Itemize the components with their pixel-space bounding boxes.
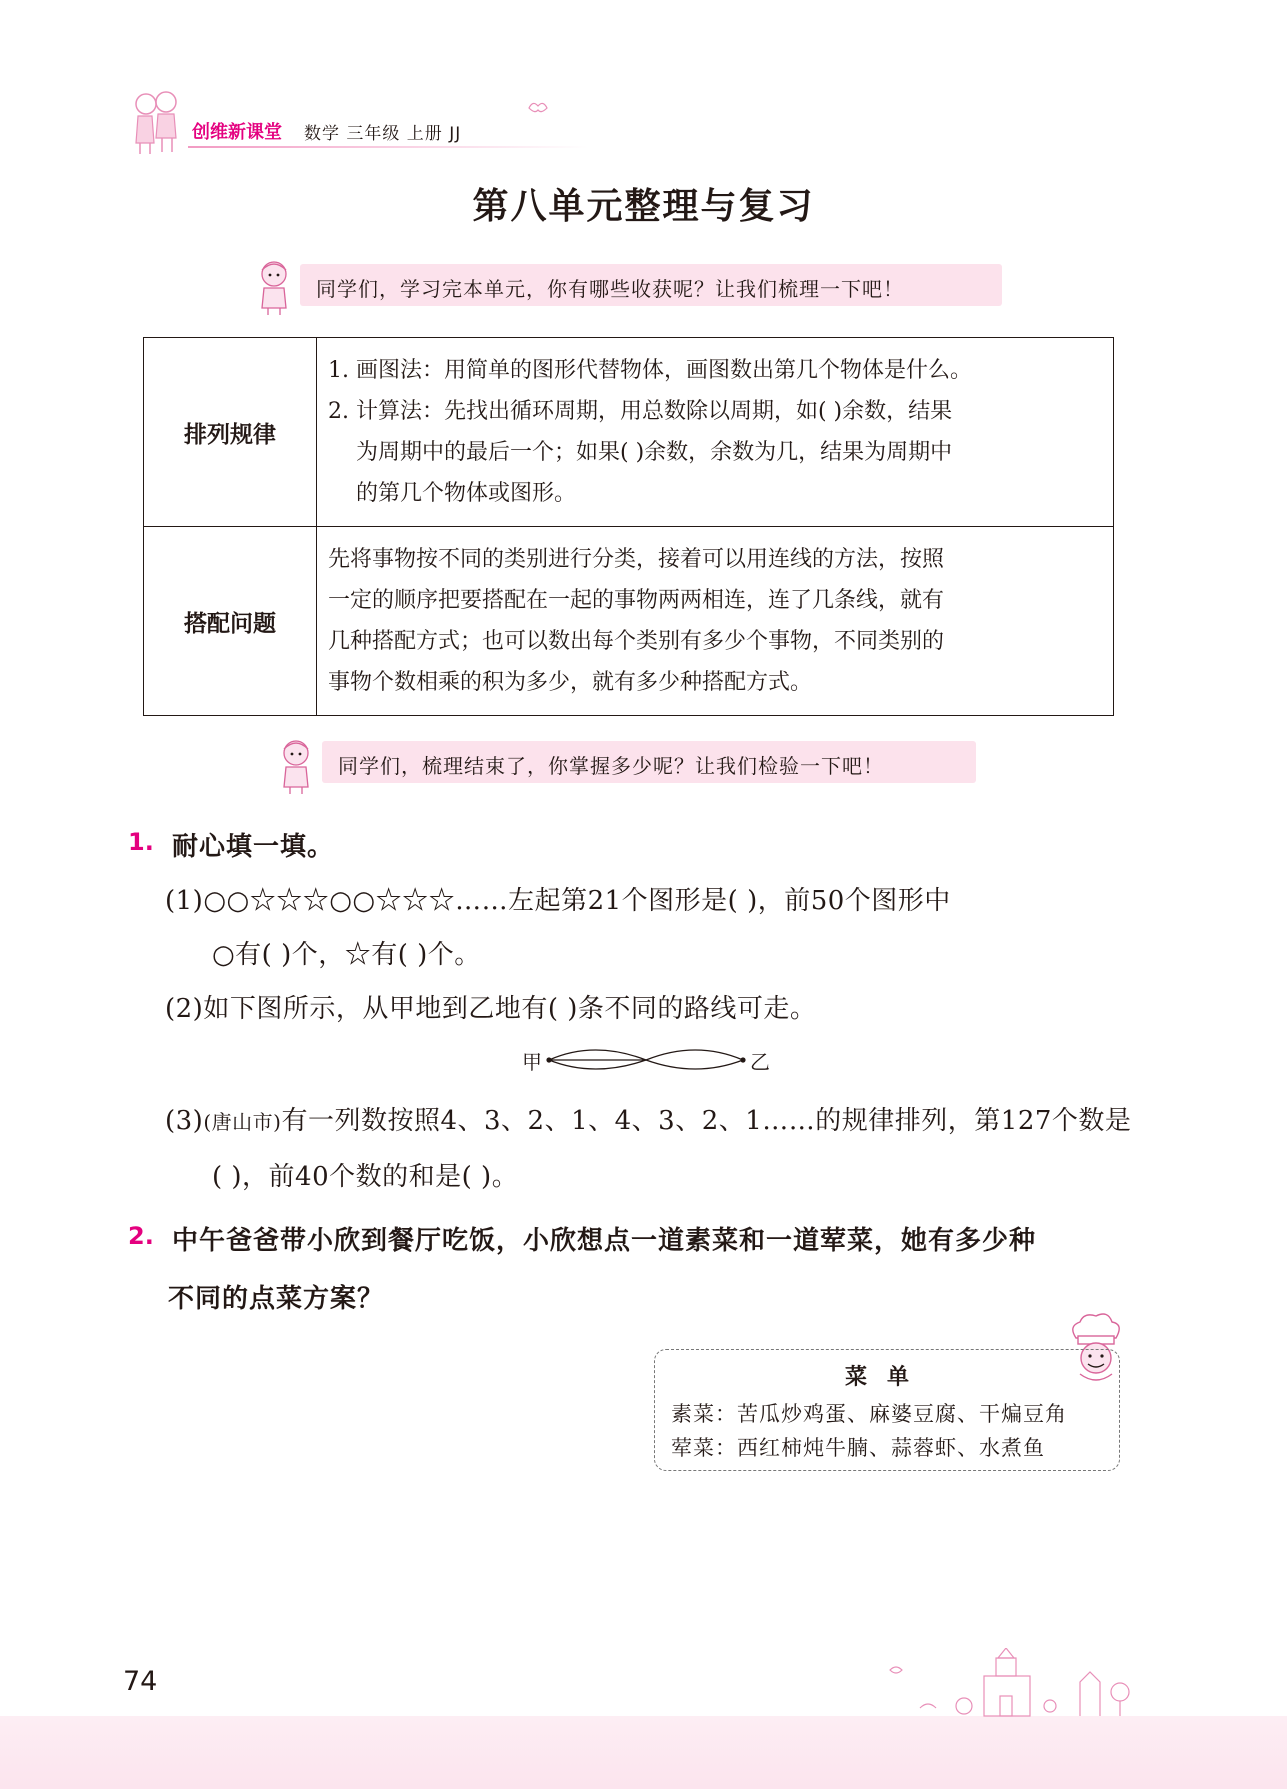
body-line: 先将事物按不同的类别进行分类，接着可以用连线的方法，按照 xyxy=(328,547,945,572)
question-number: 1. xyxy=(128,828,154,856)
kids-illustration-icon xyxy=(128,88,186,158)
question-2-line1: 中午爸爸带小欣到餐厅吃饭，小欣想点一道素菜和一道荤菜，她有多少种 xyxy=(172,1226,1037,1256)
question-1-text: 耐心填一填。 xyxy=(172,832,335,862)
q1-part1-line1: (1)○○☆☆☆○○☆☆☆……左起第21个图形是( )，前50个图形中 xyxy=(165,886,951,916)
page-number: 74 xyxy=(123,1666,158,1697)
summary-table xyxy=(143,337,1114,716)
body-line: 为周期中的最后一个；如果( )余数，余数为几，结果为周期中 xyxy=(356,440,953,465)
check-prompt-text: 同学们，梳理结束了，你掌握多少呢？让我们检验一下吧！ xyxy=(338,754,884,778)
row-head-matching xyxy=(144,527,317,716)
table-row xyxy=(144,527,1114,716)
body-line: 的第几个物体或图形。 xyxy=(356,481,577,506)
footer-band xyxy=(0,1716,1287,1789)
q1-part3-text: 有一列数按照4、3、2、1、4、3、2、1……的规律排列，第127个数是 xyxy=(281,1106,1132,1136)
menu-box xyxy=(654,1349,1120,1471)
header-divider xyxy=(188,146,588,148)
page-title: 第八单元整理与复习 xyxy=(472,186,815,227)
q1-part2-text: (2)如下图所示，从甲地到乙地有( )条不同的路线可走。 xyxy=(165,994,817,1024)
region-tag: (唐山市) xyxy=(203,1110,282,1134)
body-line: 2. 计算法：先找出循环周期，用总数除以周期，如( )余数，结果 xyxy=(328,399,953,424)
q1-part3-line1 xyxy=(165,1100,1131,1137)
menu-title: 菜单 xyxy=(844,1364,929,1390)
flower-doodle-icon xyxy=(525,96,551,118)
menu-meat-dishes: 荤菜：西红柿炖牛腩、蒜蓉虾、水煮鱼 xyxy=(671,1436,1045,1460)
end-point-label: 乙 xyxy=(750,1050,770,1074)
review-prompt-banner xyxy=(300,264,1002,306)
body-line: 事物个数相乘的积为多少，就有多少种搭配方式。 xyxy=(328,670,813,695)
table-row xyxy=(144,338,1114,527)
question-2-line2: 不同的点菜方案？ xyxy=(168,1284,385,1314)
q1-part3-prefix: (3) xyxy=(165,1106,204,1136)
row-head-label: 搭配问题 xyxy=(184,610,276,637)
row-head-label: 排列规律 xyxy=(184,421,276,448)
page-header xyxy=(128,88,588,158)
review-prompt-text: 同学们，学习完本单元，你有哪些收获呢？让我们梳理一下吧！ xyxy=(316,277,904,301)
route-lines xyxy=(546,1040,746,1080)
body-line: 1. 画图法：用简单的图形代替物体，画图数出第几个物体是什么。 xyxy=(328,358,972,383)
student-mascot-icon xyxy=(254,258,294,316)
body-line: 一定的顺序把要搭配在一起的事物两两相连，连了几条线，就有 xyxy=(328,588,945,613)
question-number: 2. xyxy=(128,1222,154,1250)
body-line: 几种搭配方式；也可以数出每个类别有多少个事物，不同类别的 xyxy=(328,629,945,654)
row-body-matching xyxy=(317,527,1114,716)
route-diagram xyxy=(522,1040,772,1080)
brand-name: 创维新课堂 xyxy=(192,122,282,143)
menu-vegetable-dishes: 素菜：苦瓜炒鸡蛋、麻婆豆腐、干煸豆角 xyxy=(671,1402,1067,1426)
row-head-pattern xyxy=(144,338,317,527)
q1-part1-line2: ○有( )个，☆有( )个。 xyxy=(212,940,481,970)
check-prompt-banner xyxy=(322,741,976,783)
student-mascot-icon xyxy=(276,737,316,795)
castle-doodle-icon xyxy=(880,1648,1180,1720)
book-info: 数学 三年级 上册 JJ xyxy=(304,124,462,144)
start-point-label: 甲 xyxy=(522,1050,542,1074)
row-body-pattern xyxy=(317,338,1114,527)
q1-part3-line2: ( )，前40个数的和是( )。 xyxy=(212,1162,519,1192)
